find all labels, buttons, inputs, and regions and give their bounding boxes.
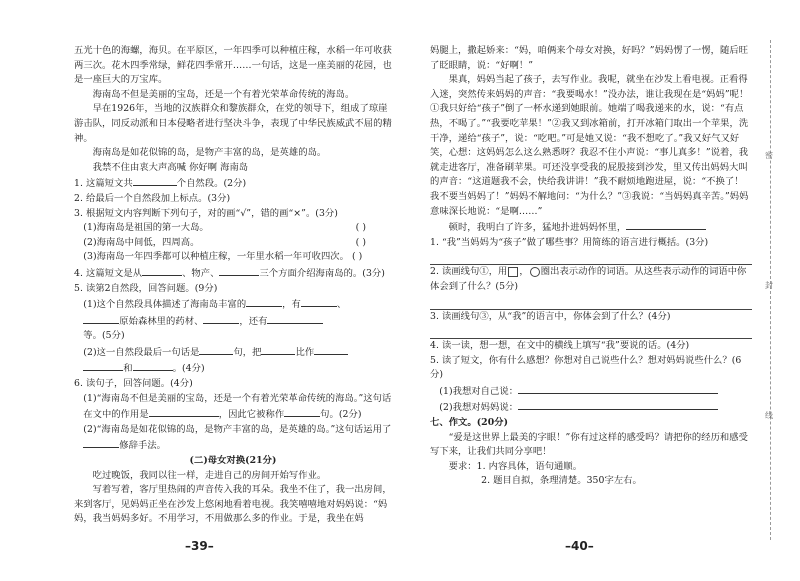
question-4: 4. 这篇短文是从 、物产、 三个方面介绍海南岛的。(3分)	[74, 265, 392, 282]
story-paragraph-4: 果真，妈妈当起了孩子，去写作业。我呢，就坐在沙发上看电视。正看得入迷，突然传来妈妈的声音：“我要喝水！”没办法，谁让我现在是“妈妈”呢！①我只好给“孩子”倒了一杯水递到她眼前。她端了喝我递来的水，说：“有点热，不喝了。”“我要吃苹果！”②我又到冰箱前，打开冰箱门取出一个苹果，洗干净，递给“孩子”，说：“吃吧。”可是她又说：“我不想吃了。”我又好气又好笑，心想：这妈妈怎么这么熟悉呀？我忍不住小声说：“事儿真多！”说着，我就走进客厅，准备刷苹果。可还没享受我的屁股接到沙发，里又传出妈妈大叫的声音：“这道题我不会，快给我讲讲！”我不耐烦地跑进屋，说：“不换了！我不要当妈妈了！”妈妈不解地问：“为什么？”③我说：“当妈妈真辛苦。”妈妈意味深长地说：“是啊……”	[430, 74, 749, 217]
answer-blank[interactable]	[626, 219, 706, 230]
answer-line[interactable]	[430, 324, 752, 339]
composition-requirement-2: 2. 题目自拟，条理清楚。350字左右。	[481, 475, 642, 487]
circle-icon	[530, 267, 540, 277]
square-icon	[508, 267, 518, 277]
question-r4: 4. 读一读，想一想，在文中的横线上填写“我”要说的话。(4分)	[430, 340, 690, 352]
composition-heading: 七、作文。(20分)	[430, 417, 509, 429]
right-column	[430, 44, 752, 489]
answer-blank[interactable]	[246, 296, 282, 307]
question-1: 1. 这篇短文共 个自然段。(2分)	[74, 175, 392, 192]
composition-prompt: “爱是这世界上最美的字眼！”你有过这样的感受吗？请把你的经历和感受写下来，让我们共同分享吧！	[430, 431, 748, 458]
question-r5-item-2: (2)我想对妈妈说：	[430, 399, 752, 416]
answer-blank[interactable]	[301, 296, 337, 307]
question-6: 6. 读句子，回答问题。(4分)	[74, 378, 193, 390]
story-paragraph-5: 顿时，我明白了许多，猛地扑进妈妈怀里，	[430, 219, 752, 236]
question-3-item-1: (1)海南岛是祖国的第一大岛。 ( )	[74, 221, 392, 236]
margin-label-bind: 封	[765, 281, 773, 290]
answer-blank[interactable]	[261, 344, 295, 355]
page-number: –39–	[185, 539, 214, 553]
answer-blank[interactable]	[199, 344, 233, 355]
answer-line[interactable]	[430, 295, 752, 310]
answer-paren[interactable]: ( )	[355, 236, 366, 248]
passage-paragraph-1: 五光十色的海螺，海贝。在平原区，一年四季可以种植庄稼，水稻一年可收获两三次。花木四季常绿，鲜花四季常开……一句话，这是一座美丽的花园，也是一座巨大的万宝库。	[74, 45, 392, 86]
answer-blank[interactable]	[83, 313, 119, 324]
passage-paragraph-5: 我禁不住由衷大声高喊 你好啊 海南岛	[92, 161, 249, 173]
question-r2: 2. 读画线句①，用 ， 圈出表示动作的词语。从这些表示动作的词语中你体会到了什么？(5分)	[430, 266, 747, 292]
question-6-item-2: (2)“海南岛是如花似锦的岛，是物产丰富的岛，是英雄的岛。”这句话运用了修辞手法。	[83, 423, 392, 452]
question-6-item-1: (1)“海南岛不但是美丽的宝岛，还是一个有着光荣革命传统的海岛。”这句话在文中的作用是 ，因此它被称作 句。(2分)	[83, 392, 392, 421]
answer-blank[interactable]	[133, 360, 173, 371]
question-r5: 5. 读了短文，你有什么感想？你想对自己说些什么？想对妈妈说些什么？(6分)	[430, 354, 742, 381]
answer-blank[interactable]	[267, 313, 323, 324]
left-column	[74, 44, 392, 527]
story-paragraph-2: 写着写着，客厅里热闹的声音传入我的耳朵。我坐不住了，我一出房间，来到客厅，见妈妈正坐在沙发上悠闲地看着电视。我笑嘻嘻地对妈妈说：“妈妈，我当妈妈多好。不用学习，不用做那么多的作业。于是，我坐在妈	[74, 484, 392, 525]
right-page	[400, 0, 800, 581]
answer-blank[interactable]	[83, 437, 119, 448]
answer-blank[interactable]	[284, 406, 320, 417]
answer-blank[interactable]	[518, 399, 718, 410]
answer-blank[interactable]	[203, 313, 239, 324]
question-5-item-1: (1)这个自然段具体描述了海南岛丰富的 ，有 、 原始森林里的药材、 ，还有 等。(5分)	[74, 296, 392, 344]
margin-label-line: 线	[765, 411, 773, 420]
story-paragraph-3: 妈腿上，撒起娇来：“妈，咱俩来个母女对换，好吗？”妈妈愣了一愣，随后旺了眨眼睛，说：“好啊！”	[430, 45, 749, 71]
answer-blank[interactable]	[83, 360, 123, 371]
question-3-item-2: (2)海南岛中间低，四周高。 ( )	[74, 236, 392, 251]
composition-requirement-1: 要求：1. 内容具体，语句通顺。	[448, 460, 583, 472]
section-title: (二)母女对换(21分)	[189, 455, 277, 467]
answer-paren[interactable]: ( )	[355, 222, 366, 234]
margin-label-seal: 密	[765, 151, 773, 160]
answer-blank[interactable]	[142, 265, 182, 276]
answer-blank[interactable]	[314, 344, 348, 355]
page-number: –40–	[565, 539, 594, 553]
question-2: 2. 给最后一个自然段加上标点。(3分)	[74, 192, 231, 204]
answer-paren[interactable]: ( )	[352, 251, 363, 263]
answer-blank[interactable]	[219, 265, 259, 276]
answer-blank[interactable]	[133, 175, 177, 186]
answer-blank[interactable]	[149, 406, 219, 417]
answer-blank[interactable]	[518, 383, 718, 394]
question-r5-item-1: (1)我想对自己说：	[430, 383, 752, 400]
passage-paragraph-4: 海南岛是如花似锦的岛，是物产丰富的岛，是英雄的岛。	[92, 147, 327, 159]
question-r3: 3. 读画线句③，从“我”的语言中，你体会到了什么？(4分)	[430, 310, 671, 322]
passage-paragraph-3: 早在1926年，当地的汉族群众和黎族群众，在党的领导下，组成了琼崖游击队，同反动派和日本侵略者进行坚决斗争，表现了中华民族威武不屈的精神。	[74, 103, 392, 144]
story-paragraph-1: 吃过晚饭，我同以往一样，走进自己的房间开始写作业。	[92, 469, 327, 481]
answer-line[interactable]	[430, 250, 752, 265]
question-3-item-3: (3)海南岛一年四季都可以种植庄稼，一年里水稻一年可收四次。 ( )	[83, 251, 363, 263]
passage-paragraph-2: 海南岛不但是美丽的宝岛，还是一个有着光荣革命传统的海岛。	[92, 88, 355, 100]
question-5-item-2: (2)这一自然段最后一句话是 句，把 比作 和 。(4分)	[74, 344, 392, 377]
question-3: 3. 根据短文内容判断下列句子，对的画“√”，错的画“×”。(3分)	[74, 207, 338, 219]
question-r1: 1. “我”当妈妈为“孩子”做了哪些事？用简练的语言进行概括。(3分)	[430, 236, 709, 248]
question-5: 5. 读第2自然段，回答问题。(9分)	[74, 282, 218, 294]
